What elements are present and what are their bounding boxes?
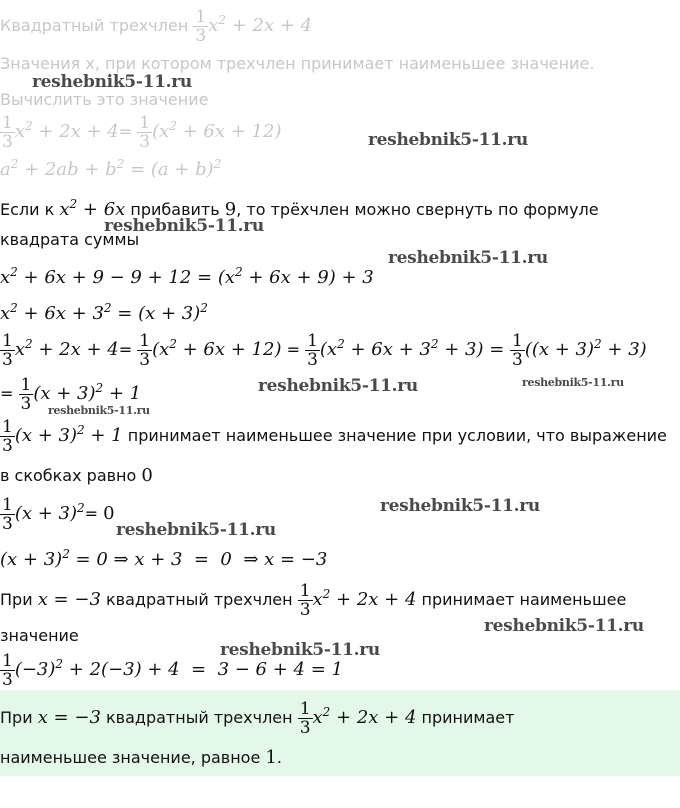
text-segment: в скобках равно	[0, 466, 137, 485]
text-if-add	[0, 194, 599, 220]
watermark: reshebnik5-11.ru	[258, 376, 418, 396]
watermark: reshebnik5-11.ru	[522, 376, 624, 389]
watermark: reshebnik5-11.ru	[32, 72, 192, 92]
answer-line-1: При x = −3 квадратный трехчлен $\frac{1}{3}$ $x^2 + 2x + 4$ принимает	[0, 699, 515, 738]
fraction-one-third: $\frac{1}{3}$	[195, 7, 207, 46]
task-title	[0, 8, 312, 45]
text-min-condition: $\frac{1}{3}$ $(x + 3)^2 + 1$ принимает наименьшее значение при условии, что выражение	[2, 417, 667, 456]
watermark: reshebnik5-11.ru	[104, 216, 264, 236]
equation-1: $x^2 + 6x + 9 - 9 + 12 = (x^2 + 6x + 9) + 3$	[0, 265, 374, 288]
text-brackets-zero	[0, 466, 153, 486]
watermark: reshebnik5-11.ru	[48, 404, 150, 417]
answer-result: 1	[265, 747, 277, 768]
text-square-sum: квадрата суммы	[0, 230, 140, 249]
math-expression: $x^2 + 2x + 4$	[208, 13, 313, 36]
answer-line-2	[0, 748, 282, 768]
watermark: reshebnik5-11.ru	[116, 520, 276, 540]
text-segment: принимает наименьшее	[421, 590, 627, 609]
text-segment: наименьшее значение, равное	[0, 748, 261, 767]
faded-equation-2: $a^2 + 2ab + b^2 = (a + b)^2$	[0, 157, 222, 180]
text-segment: При	[0, 708, 33, 727]
task-title-text: Квадратный трехчлен	[0, 16, 189, 35]
number-zero: 0	[141, 465, 153, 486]
text-segment: квадратный трехчлен	[106, 590, 293, 609]
number-nine: 9	[224, 199, 237, 220]
equation-6: $(x + 3)^2 = 0$ ⇒ x + 3 = 0 ⇒ x = −3	[0, 547, 328, 570]
faded-equation-1: $\frac{1}{3}$ $x^2 + 2x + 4=$ $\frac{1}{3}$ $(x^2 + 6x + 12)$	[2, 113, 282, 152]
equation-2: $x^2 + 6x + 3^2 = (x + 3)^2$	[0, 301, 208, 324]
text-segment: квадратный трехчлен	[106, 708, 293, 727]
text-segment: принимает	[421, 708, 515, 727]
text-segment: Если к	[0, 200, 55, 219]
task-line-2: Значения x, при котором трехчлен принимает наименьшее значение.	[0, 54, 595, 73]
equation-5: $\frac{1}{3}$ $(x + 3)^2= 0$	[2, 495, 115, 534]
equation-4: = $\frac{1}{3}$ $(x + 3)^2 + 1$	[0, 375, 142, 414]
text-segment: , то трёхчлен можно свернуть по формуле	[236, 200, 599, 219]
text-segment: принимает наименьшее значение при условии, что выражение	[127, 426, 667, 445]
watermark: reshebnik5-11.ru	[368, 130, 528, 150]
text-segment: прибавить	[130, 200, 220, 219]
text-value: значение	[0, 626, 79, 645]
text-segment: .	[276, 748, 282, 767]
task-line-3: Вычислить это значение	[0, 90, 209, 109]
equation-7: $\frac{1}{3}$ $(-3)^2 + 2(-3) + 4 = 3 - 6 + 4 = 1$	[2, 651, 343, 690]
text-segment: При	[0, 590, 33, 609]
text-at-x: При x = −3 квадратный трехчлен $\frac{1}{3}$ $x^2 + 2x + 4$ принимает наименьшее	[0, 581, 627, 620]
watermark: reshebnik5-11.ru	[380, 496, 540, 516]
watermark: reshebnik5-11.ru	[220, 640, 380, 660]
math-expression: $x^2 + 6x$	[59, 197, 126, 220]
watermark: reshebnik5-11.ru	[484, 616, 644, 636]
watermark: reshebnik5-11.ru	[388, 248, 548, 268]
equation-3: $\frac{1}{3}$ $x^2 + 2x + 4=$ $\frac{1}{3}$ $(x^2 + 6x + 12)$ = $\frac{1}{3}$ $(x^2 + 6x + 3^2 + 3)$ = $\frac{1}{3}$ $((x + 3)^2 + 3)$	[2, 331, 647, 370]
